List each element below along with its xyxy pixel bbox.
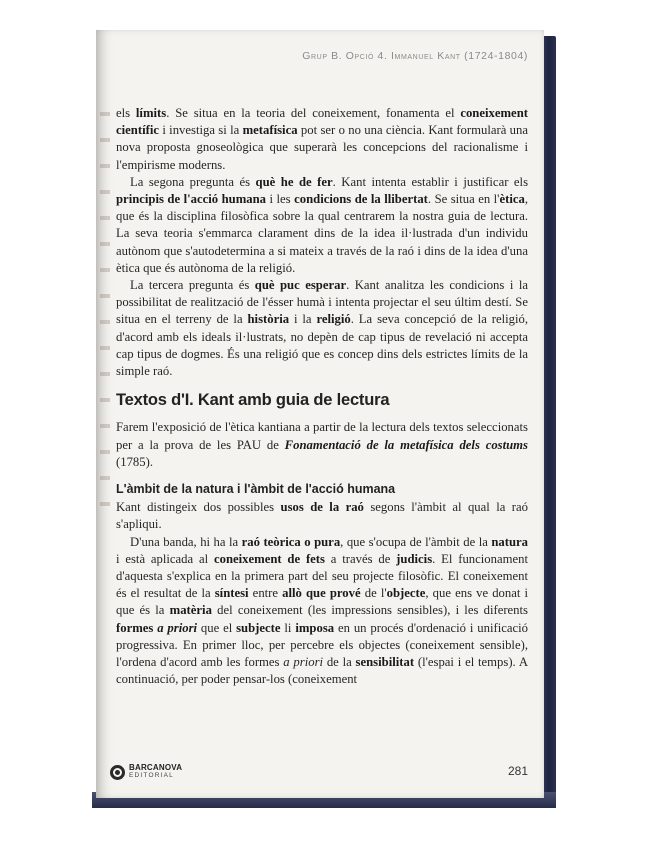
text-span: La tercera pregunta és: [130, 278, 255, 293]
text-span: els: [116, 106, 136, 120]
bold-term: ètica: [499, 192, 525, 207]
bold-term: síntesi: [214, 586, 249, 601]
book-page: [96, 30, 544, 798]
text-span: i la: [289, 312, 317, 327]
page-number: 281: [507, 764, 528, 778]
text-span: a través de: [324, 551, 397, 566]
text-span: Kant distingeix dos possibles: [116, 500, 281, 515]
text-span: pot ser o no una ciència. Kant formularà una nova proposta gnoseològica que superarà les concepcions del racionalisme i l'empirisme moderns.: [116, 123, 528, 172]
bold-term: natura: [491, 534, 529, 549]
publisher-logo: [110, 764, 182, 780]
publisher-subtitle: EDITORIAL: [129, 772, 174, 779]
paragraph-2: [116, 174, 528, 277]
book-title: Fonamentació de la metafísica dels costums: [284, 437, 528, 452]
bold-term: allò que prové: [282, 586, 361, 601]
text-span: La segona pregunta és: [130, 174, 256, 189]
publisher-name: BARCANOVA: [129, 763, 183, 772]
text-span: . Kant intenta establir i justificar els: [332, 174, 529, 189]
paragraph-5: [116, 499, 528, 533]
paragraph-3: [116, 277, 528, 380]
bold-term: coneixement científic: [116, 106, 528, 138]
text-span: Farem l'exposició de l'ètica kantiana a partir de la lectura dels textos seleccionats per a la prova de les PAU de: [116, 420, 528, 452]
bold-term: història: [247, 312, 290, 327]
margin-annotations: [100, 90, 110, 510]
bold-term: què puc esperar: [254, 278, 347, 293]
section-title: Textos d'I. Kant amb guia de lectura: [116, 391, 390, 410]
text-span: , que ens ve donat i que és la: [116, 586, 529, 618]
bold-term: metafísica: [242, 123, 298, 138]
paragraph-6: [116, 534, 528, 689]
body-text: [116, 105, 528, 689]
bold-term: raó teòrica o pura: [241, 534, 341, 549]
text-span: . El funcionament d'aquesta s'explica en la primera part del seu projecte filosòfic. El coneixement és el resultat de la: [116, 551, 528, 601]
text-span: entre: [248, 586, 283, 601]
text-span: . Se situa en la teoria del coneixement, fonamenta el: [166, 106, 461, 120]
paragraph-1: [116, 105, 528, 174]
bold-term: formes: [116, 620, 154, 635]
bold-term: objecte: [386, 586, 426, 601]
bold-term: religió: [316, 312, 351, 327]
text-span: segons l'àmbit al qual la raó s'apliqui.: [116, 500, 528, 532]
bold-term: límits: [135, 106, 167, 120]
text-span: que el: [197, 620, 237, 635]
text-span: , que s'ocupa de l'àmbit de la: [340, 534, 492, 549]
text-span: del coneixement (les impressions sensibles), i les diferents: [211, 603, 528, 618]
publisher-logo-text: [129, 764, 182, 780]
text-span: de l': [360, 586, 387, 601]
bold-term: principis de l'acció humana: [116, 192, 267, 207]
publisher-logo-icon: [110, 765, 125, 780]
text-span: de la: [323, 655, 356, 670]
bold-term: imposa: [295, 620, 335, 635]
text-span: en un procés d'ordenació i unificació progressiva. En primer lloc, per percebre els objectes (coneixement sensible), l'ordena d'acord amb les formes: [116, 620, 528, 670]
bold-term: sensibilitat: [355, 655, 415, 670]
bold-term: judicis: [396, 551, 433, 566]
text-span: (1785).: [116, 454, 153, 469]
text-span: D'una banda, hi ha la: [130, 534, 242, 549]
text-span: . Se situa en l': [427, 192, 500, 207]
text-span: i està aplicada al: [116, 551, 214, 566]
text-span: (l'espai i el temps). A continuació, per poder pensar-los (coneixement: [116, 655, 528, 687]
text-span: . La seva concepció de la religió, d'acord amb els ideals il·lustrats, no depèn de cap tipus de revelació ni accepta cap tipus de dogmes. És una religió que es concep dins dels estrictes límits de la simple raó.: [116, 312, 529, 379]
subsection-title: L'àmbit de la natura i l'àmbit de l'acció humana: [116, 482, 396, 497]
text-span: i investiga si la: [158, 123, 243, 138]
bold-term: coneixement de fets: [213, 551, 325, 566]
running-header: Grup B. Opció 4. Immanuel Kant (1724-1804): [302, 50, 528, 62]
text-span: . Kant analitza les condicions i la possibilitat de realització de l'ésser humà i intenta projectar el seu últim destí. Se situa en el terreny de la: [116, 278, 528, 327]
bold-term: condicions de la llibertat: [294, 192, 428, 207]
bold-italic-term: a priori: [157, 620, 198, 635]
bold-term: subjecte: [236, 620, 281, 635]
italic-term: a priori: [283, 655, 324, 670]
bold-term: matèria: [169, 603, 212, 618]
bold-term: usos de la raó: [280, 500, 364, 515]
paragraph-4: [116, 419, 528, 471]
bold-term: què he de fer: [255, 174, 333, 189]
text-span: , que és la disciplina filosòfica sobre la qual centrarem la nostra guia de lectura. La seva teoria s'emmarca clarament dins de la idea il·lustrada d'un individu autònom que s'autodetermina a si mateix a través de la raó i dins de la idea d'una ètica que és autònoma de la religió.: [116, 192, 528, 275]
text-span: i les: [266, 192, 295, 207]
text-span: li: [280, 620, 296, 635]
